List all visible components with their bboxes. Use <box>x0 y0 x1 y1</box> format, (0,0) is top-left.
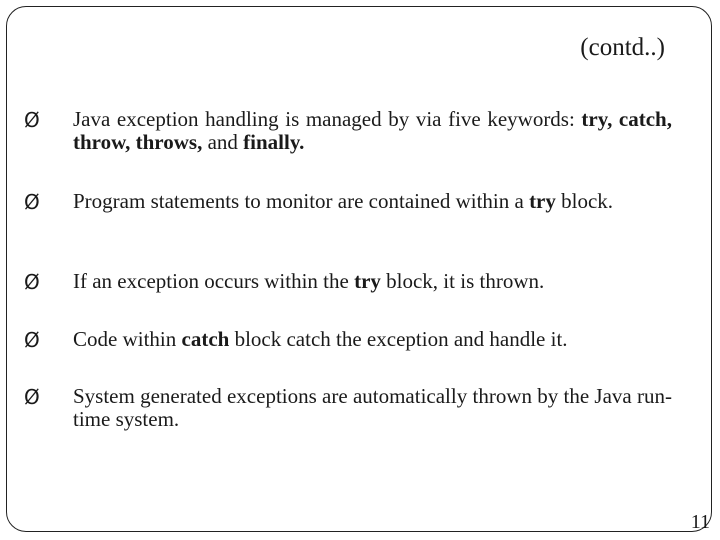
arrow-bullet-icon: Ø <box>24 385 40 409</box>
keyword-text: try, catch, throw, throws, <box>73 107 672 154</box>
slide-title: (contd..) <box>580 34 665 61</box>
bullet-text-part: Java exception handling is managed by via five keywords: <box>73 107 582 131</box>
keyword-text: catch <box>181 327 230 351</box>
bullet-text-part: block, it is thrown. <box>380 269 545 293</box>
bullet-text-part: block catch the exception and handle it. <box>229 327 568 351</box>
bullet-text <box>73 108 672 154</box>
arrow-bullet-icon: Ø <box>24 270 40 294</box>
keyword-text: finally. <box>243 130 305 154</box>
bullet-text-part: and <box>202 130 244 154</box>
bullet-text-part: System generated exceptions are automatically thrown by the Java run-time system. <box>73 384 672 431</box>
page-number: 11 <box>690 511 710 533</box>
keyword-text: try <box>529 189 556 213</box>
bullet-text-part: If an exception occurs within the <box>73 269 355 293</box>
bullet-text <box>73 190 672 213</box>
bullet-text-part: block. <box>555 189 614 213</box>
arrow-bullet-icon: Ø <box>24 328 40 352</box>
bullet-item <box>24 108 672 154</box>
bullet-text-part: Code within <box>73 327 182 351</box>
bullet-item <box>24 270 672 294</box>
bullet-item <box>24 385 672 431</box>
arrow-bullet-icon: Ø <box>24 190 40 214</box>
bullet-text <box>73 328 672 351</box>
keyword-text: try <box>354 269 381 293</box>
bullet-item <box>24 328 672 352</box>
bullet-item <box>24 190 672 214</box>
bullet-text-part: Program statements to monitor are contained within a <box>73 189 530 213</box>
bullet-text <box>73 385 672 431</box>
bullet-text <box>73 270 672 293</box>
arrow-bullet-icon: Ø <box>24 108 40 132</box>
